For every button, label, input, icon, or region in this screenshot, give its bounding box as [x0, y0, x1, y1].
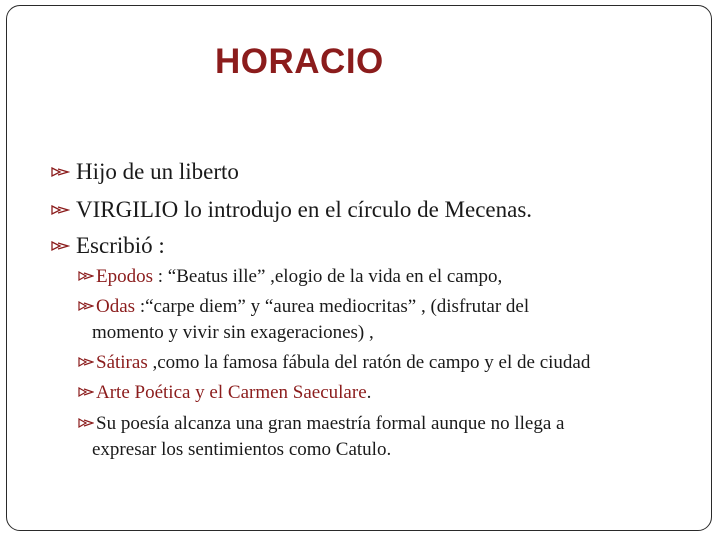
- bullet-text: Escribió :: [76, 233, 165, 258]
- bullet-3: [50, 231, 165, 261]
- sub-bullet-lead: Epodos: [96, 266, 153, 287]
- sub-bullet-text: : “Beatus ille” ,elogio de la vida en el campo,: [153, 266, 503, 287]
- sub-bullet-satiras: [78, 350, 688, 376]
- sub-bullet-text: ,como la famosa fábula del ratón de campo y el de ciudad: [147, 352, 591, 373]
- bullet-icon: [78, 270, 94, 282]
- sub-bullet-poesia: [78, 411, 688, 463]
- bullet-text: Hijo de un liberto: [76, 159, 239, 184]
- bullet-2: [50, 195, 532, 225]
- sub-bullet-lead: Sátiras: [96, 352, 148, 373]
- sub-bullet-text: Su poesía alcanza una gran maestría formal aunque no llega a: [96, 413, 565, 434]
- bullet-icon: [50, 166, 70, 178]
- sub-bullet-odas: [78, 294, 688, 346]
- bullet-icon: [78, 300, 94, 312]
- sub-bullet-epodos: [78, 264, 688, 290]
- bullet-icon: [50, 240, 70, 252]
- bullet-text: VIRGILIO lo introdujo en el círculo de Mecenas.: [76, 197, 533, 222]
- sub-bullet-text: :“carpe diem” y “aurea mediocritas” , (disfrutar del: [135, 296, 530, 317]
- sub-bullet-text: .: [366, 382, 372, 403]
- sub-bullet-lead: Arte Poética y el Carmen Saeculare: [96, 382, 367, 403]
- bullet-icon: [78, 356, 94, 368]
- bullet-icon: [50, 204, 70, 216]
- bullet-icon: [78, 417, 94, 429]
- bullet-1: [50, 157, 239, 187]
- sub-bullet-continuation: expresar los sentimientos como Catulo.: [92, 439, 392, 460]
- sub-bullet-continuation: momento y vivir sin exageraciones) ,: [92, 322, 374, 343]
- sub-bullet-lead: Odas: [96, 296, 136, 317]
- bullet-icon: [78, 386, 94, 398]
- slide-title: HORACIO: [215, 42, 384, 81]
- sub-bullet-arte-poetica: [78, 380, 688, 406]
